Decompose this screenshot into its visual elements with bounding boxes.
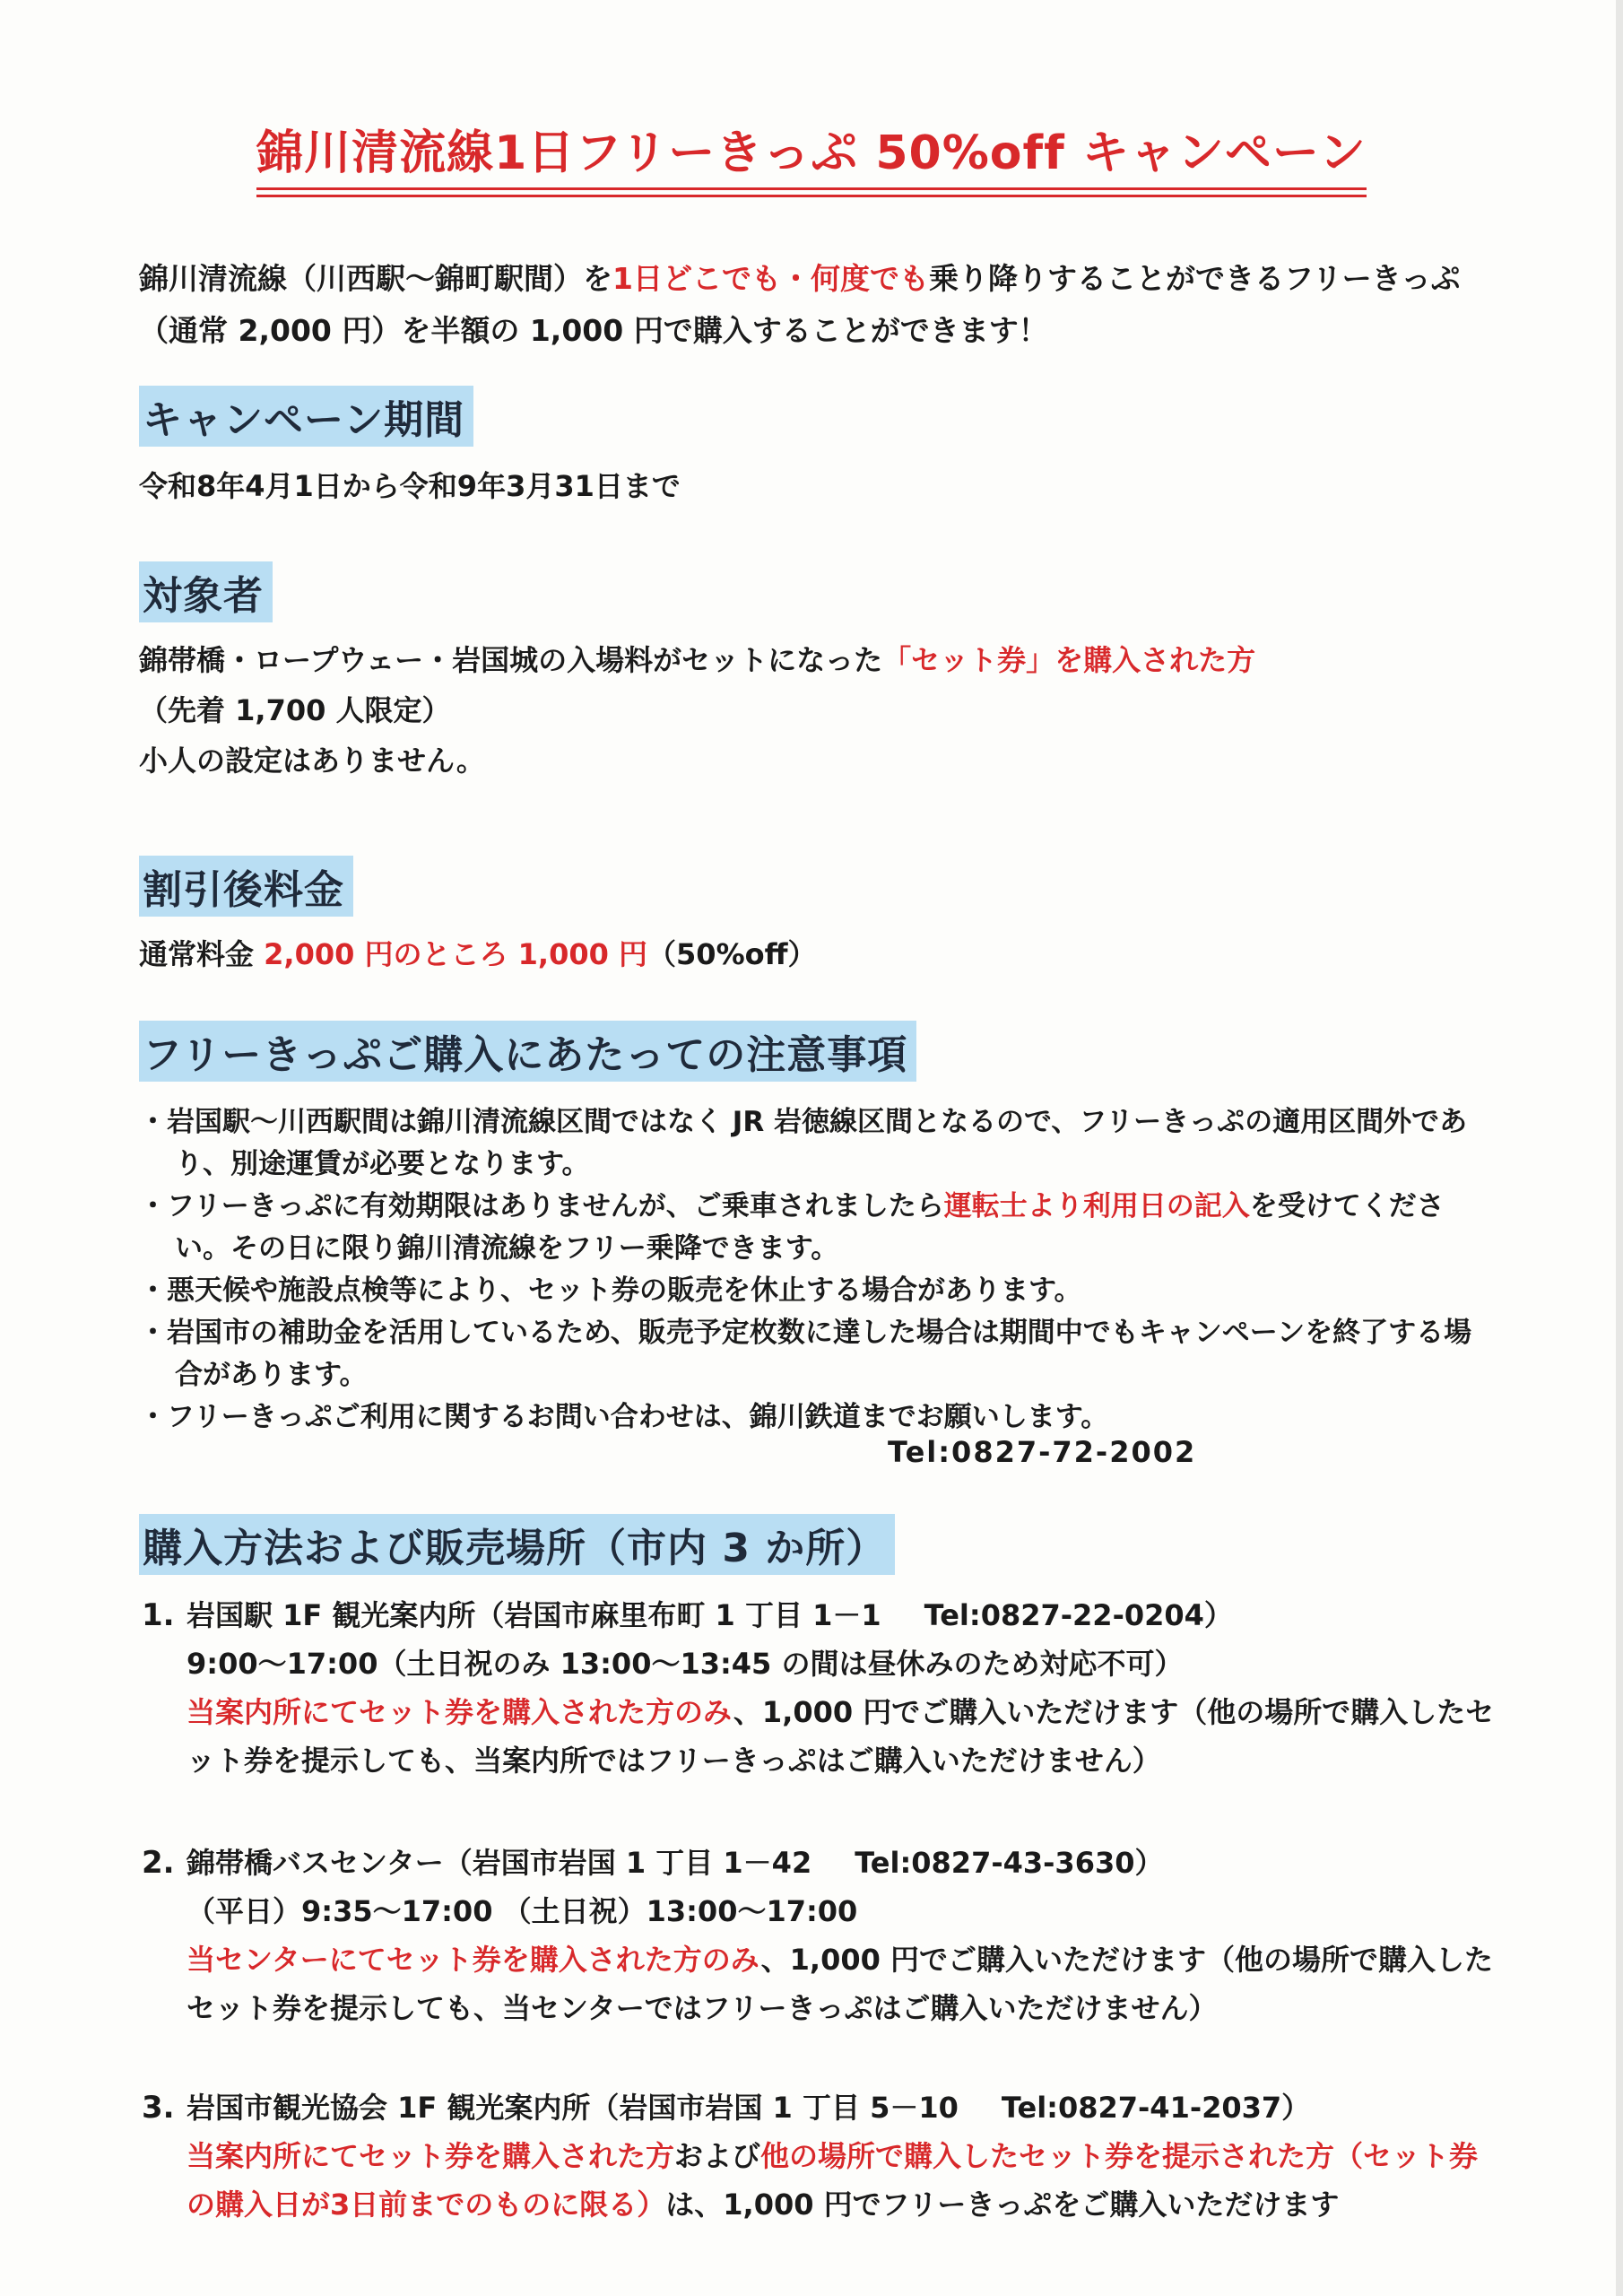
- intro-line-2: （通常 2,000 円）を半額の 1,000 円で購入することができます！: [139, 313, 1048, 348]
- location-2: [142, 1839, 1496, 2032]
- location-note: 当案内所にてセット券を購入された方のみ、1,000 円でご購入いただけます（他の場所で購入したセット券を提示しても、当案内所ではフリーきっぷはご購入いただけません）: [187, 1695, 1495, 1778]
- heading-period: キャンペーン期間: [139, 386, 473, 447]
- page-title: 錦川清流線1日フリーきっぷ 50%off キャンペーン: [0, 115, 1623, 190]
- location-hours: （平日）9:35～17:00 （土日祝）13:00～17:00: [187, 1894, 858, 1928]
- notes-list: [139, 1101, 1484, 1439]
- location-name-line: 岩国駅 1F 観光案内所（岩国市麻里布町 1 丁目 1－1 Tel:0827-22-0204）: [187, 1598, 1233, 1632]
- note-item: ・フリーきっぷご利用に関するお問い合わせは、錦川鉄道までお願いします。: [139, 1401, 1109, 1433]
- location-hours: 9:00～17:00（土日祝のみ 13:00～13:45 の間は昼休みのため対応不可）: [187, 1647, 1184, 1681]
- heading-notes: フリーきっぷご購入にあたっての注意事項: [139, 1021, 916, 1082]
- intro-text: [139, 253, 1484, 357]
- location-number: 1.: [142, 1597, 175, 1633]
- note-item: ・岩国市の補助金を活用しているため、販売予定枚数に達した場合は期間中でもキャンペーンを終了する場合があります。: [139, 1317, 1472, 1391]
- contact-tel: Tel:0827-72-2002: [888, 1435, 1197, 1469]
- price-highlight: 2,000 円のところ 1,000 円: [264, 937, 648, 971]
- location-tel: Tel:0827-41-2037）: [1001, 2091, 1311, 2125]
- intro-line-1: 錦川清流線（川西駅～錦町駅間）を1日どこでも・何度でも乗り降りすることができるフリーきっぷ: [139, 261, 1461, 296]
- location-number: 3.: [142, 2090, 175, 2126]
- location-name-line: 錦帯橋バスセンター（岩国市岩国 1 丁目 1－42 Tel:0827-43-3630）: [187, 1846, 1164, 1880]
- note-item: ・悪天候や施設点検等により、セット券の販売を休止する場合があります。: [139, 1274, 1082, 1307]
- location-3: [142, 2083, 1496, 2229]
- location-tel: Tel:0827-22-0204）: [924, 1598, 1233, 1632]
- note-item: ・岩国駅～川西駅間は錦川清流線区間ではなく JR 岩徳線区間となるので、フリーきっぷの適用区間外であり、別途運賃が必要となります。: [139, 1106, 1468, 1180]
- price-text: 通常料金 2,000 円のところ 1,000 円（50%off）: [139, 937, 817, 971]
- target-line-3: 小人の設定はありません。: [139, 744, 485, 778]
- intro-highlight: 1日どこでも・何度でも: [612, 261, 929, 296]
- heading-purchase: 購入方法および販売場所（市内 3 か所）: [139, 1514, 895, 1575]
- location-number: 2.: [142, 1845, 175, 1881]
- location-name-line: 岩国市観光協会 1F 観光案内所（岩国市岩国 1 丁目 5－10 Tel:0827-41-2037）: [187, 2091, 1311, 2125]
- location-note: 当案内所にてセット券を購入された方および他の場所で購入したセット券を提示された方（セット券の購入日が3日前までのものに限る）は、1,000 円でフリーきっぷをご購入いただけます: [187, 2139, 1479, 2222]
- period-text: 令和8年4月1日から令和9年3月31日まで: [139, 469, 681, 503]
- target-line-1: 錦帯橋・ロープウェー・岩国城の入場料がセットになった「セット券」を購入された方: [139, 643, 1256, 677]
- target-line-2: （先着 1,700 人限定）: [139, 693, 451, 727]
- target-text: [139, 635, 1255, 786]
- target-highlight: 「セット券」を購入された方: [882, 643, 1256, 677]
- location-note: 当センターにてセット券を購入された方のみ、1,000 円でご購入いただけます（他の場所で購入したセット券を提示しても、当センターではフリーきっぷはご購入いただけません）: [187, 1943, 1494, 2025]
- scan-edge: [1616, 0, 1623, 2296]
- location-1: [142, 1591, 1496, 1785]
- heading-price: 割引後料金: [139, 856, 353, 917]
- note-highlight: 運転士より利用日の記入: [943, 1190, 1250, 1222]
- heading-target: 対象者: [139, 561, 273, 622]
- location-tel: Tel:0827-43-3630）: [855, 1846, 1164, 1880]
- note-item: ・フリーきっぷに有効期限はありませんが、ご乗車されましたら運転士より利用日の記入を受けてください。その日に限り錦川清流線をフリー乗降できます。: [139, 1190, 1445, 1265]
